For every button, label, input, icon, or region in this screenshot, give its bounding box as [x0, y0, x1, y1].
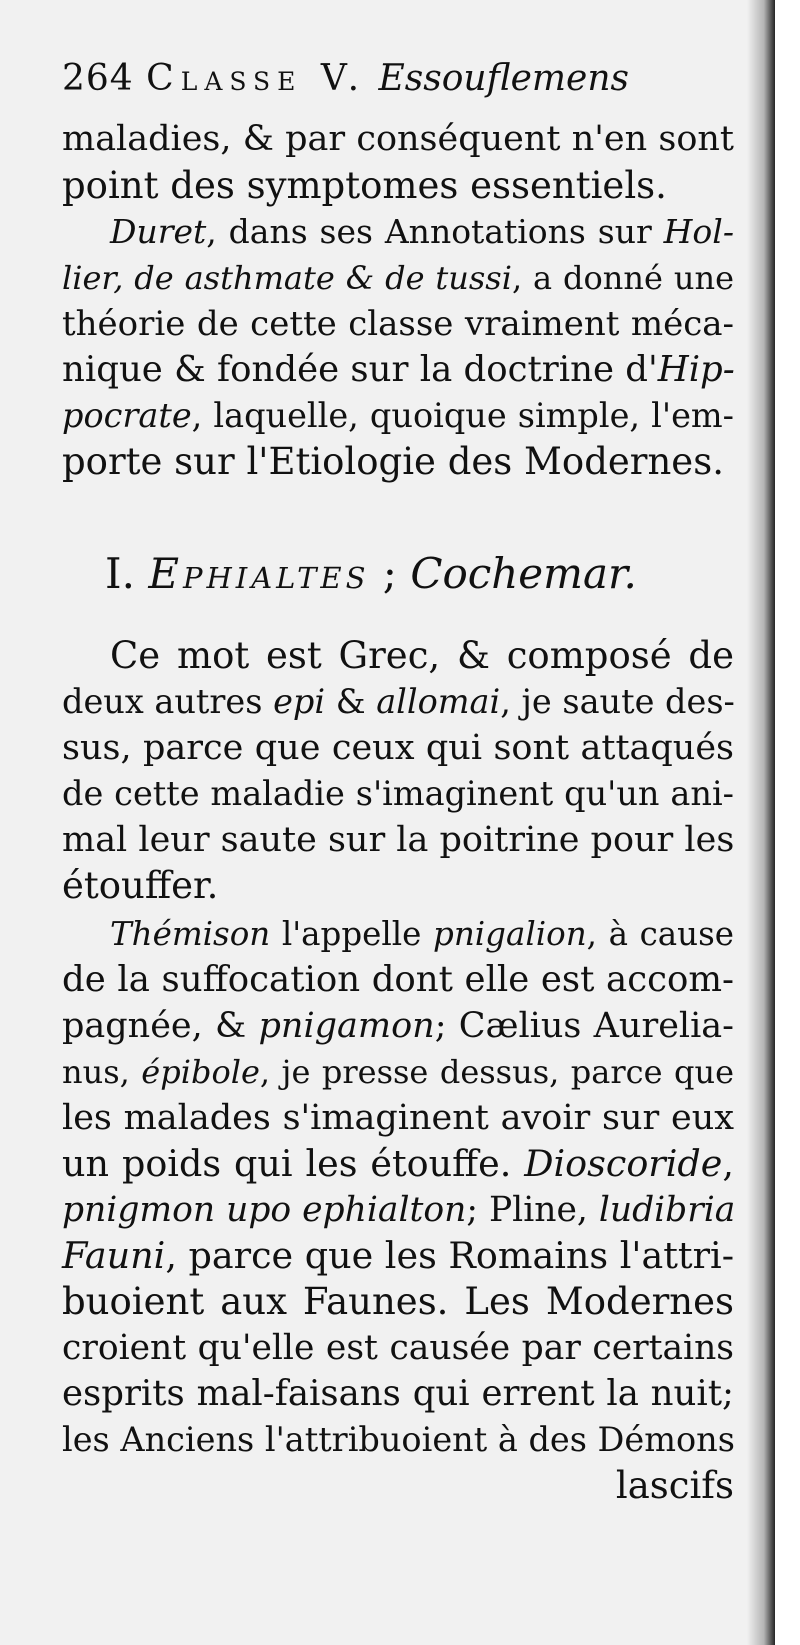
- running-title: Essouflemens: [378, 58, 629, 99]
- text-line: les Anciens l'attribuoient à des Démons: [62, 1420, 735, 1459]
- text-line: étouffer.: [62, 864, 219, 907]
- text-line: Thémison l'appelle pnigalion, à cause: [110, 915, 734, 953]
- author-name: Duret: [110, 212, 207, 251]
- section-name: Ephialtes: [148, 549, 370, 598]
- page-number: 264: [62, 58, 134, 99]
- text-line: de cette maladie s'imaginent qu'un ani-: [62, 774, 734, 813]
- text-line: Duret, dans ses Annotations sur Hol-: [110, 212, 734, 251]
- text-line: lier, de asthmate & de tussi, a donné une: [62, 259, 735, 297]
- text-line: point des symptomes essentiels.: [62, 164, 667, 207]
- section-number: I.: [105, 549, 135, 598]
- text-line: sus, parce que ceux qui sont attaqués: [62, 728, 734, 768]
- page-margin: [775, 0, 800, 1645]
- text-line: croient qu'elle est causée par certains: [62, 1328, 734, 1368]
- text-line: pocrate, laquelle, quoique simple, l'em-: [62, 396, 734, 435]
- text-line: de la suffocation dont elle est accom-: [62, 959, 734, 1000]
- text-line: buoient aux Faunes. Les Modernes: [62, 1280, 734, 1323]
- text-line: maladies, & par conséquent n'en sont: [62, 119, 734, 159]
- text-line: Ce mot est Grec, & composé de: [110, 634, 734, 677]
- page-edge-shadow: [747, 0, 775, 1645]
- text-line: théorie de cette classe vraiment méca-: [62, 304, 734, 344]
- text-line: porte sur l'Etiologie des Modernes.: [62, 440, 724, 483]
- text-line: Fauni, parce que les Romains l'attri-: [62, 1234, 735, 1277]
- catchword: lascifs: [615, 1464, 734, 1507]
- running-head: [62, 55, 734, 103]
- text-line: nique & fondée sur la doctrine d'Hip-: [62, 349, 735, 390]
- text-line: mal leur saute sur la poitrine pour les: [62, 820, 735, 860]
- text-line: pnigmon upo ephialton; Pline, ludibria: [62, 1190, 736, 1230]
- text-line: pagnée, & pnigamon; Cælius Aurelia-: [62, 1006, 734, 1046]
- text-line: un poids qui les étouffe. Dioscoride,: [62, 1142, 734, 1185]
- text-line: nus, épibole, je presse dessus, parce que: [62, 1053, 735, 1091]
- text-line: deux autres epi & allomai, je saute des-: [62, 682, 735, 721]
- class-label: Classe V.: [146, 58, 367, 99]
- text-line: esprits mal-faisans qui errent la nuit;: [62, 1373, 734, 1414]
- section-alt-name: Cochemar.: [410, 549, 637, 598]
- section-title: I. Ephialtes ; Cochemar.: [105, 549, 637, 598]
- work-title: lier, de asthmate & de tussi: [62, 259, 512, 297]
- text-line: les malades s'imaginent avoir sur eux: [62, 1098, 734, 1138]
